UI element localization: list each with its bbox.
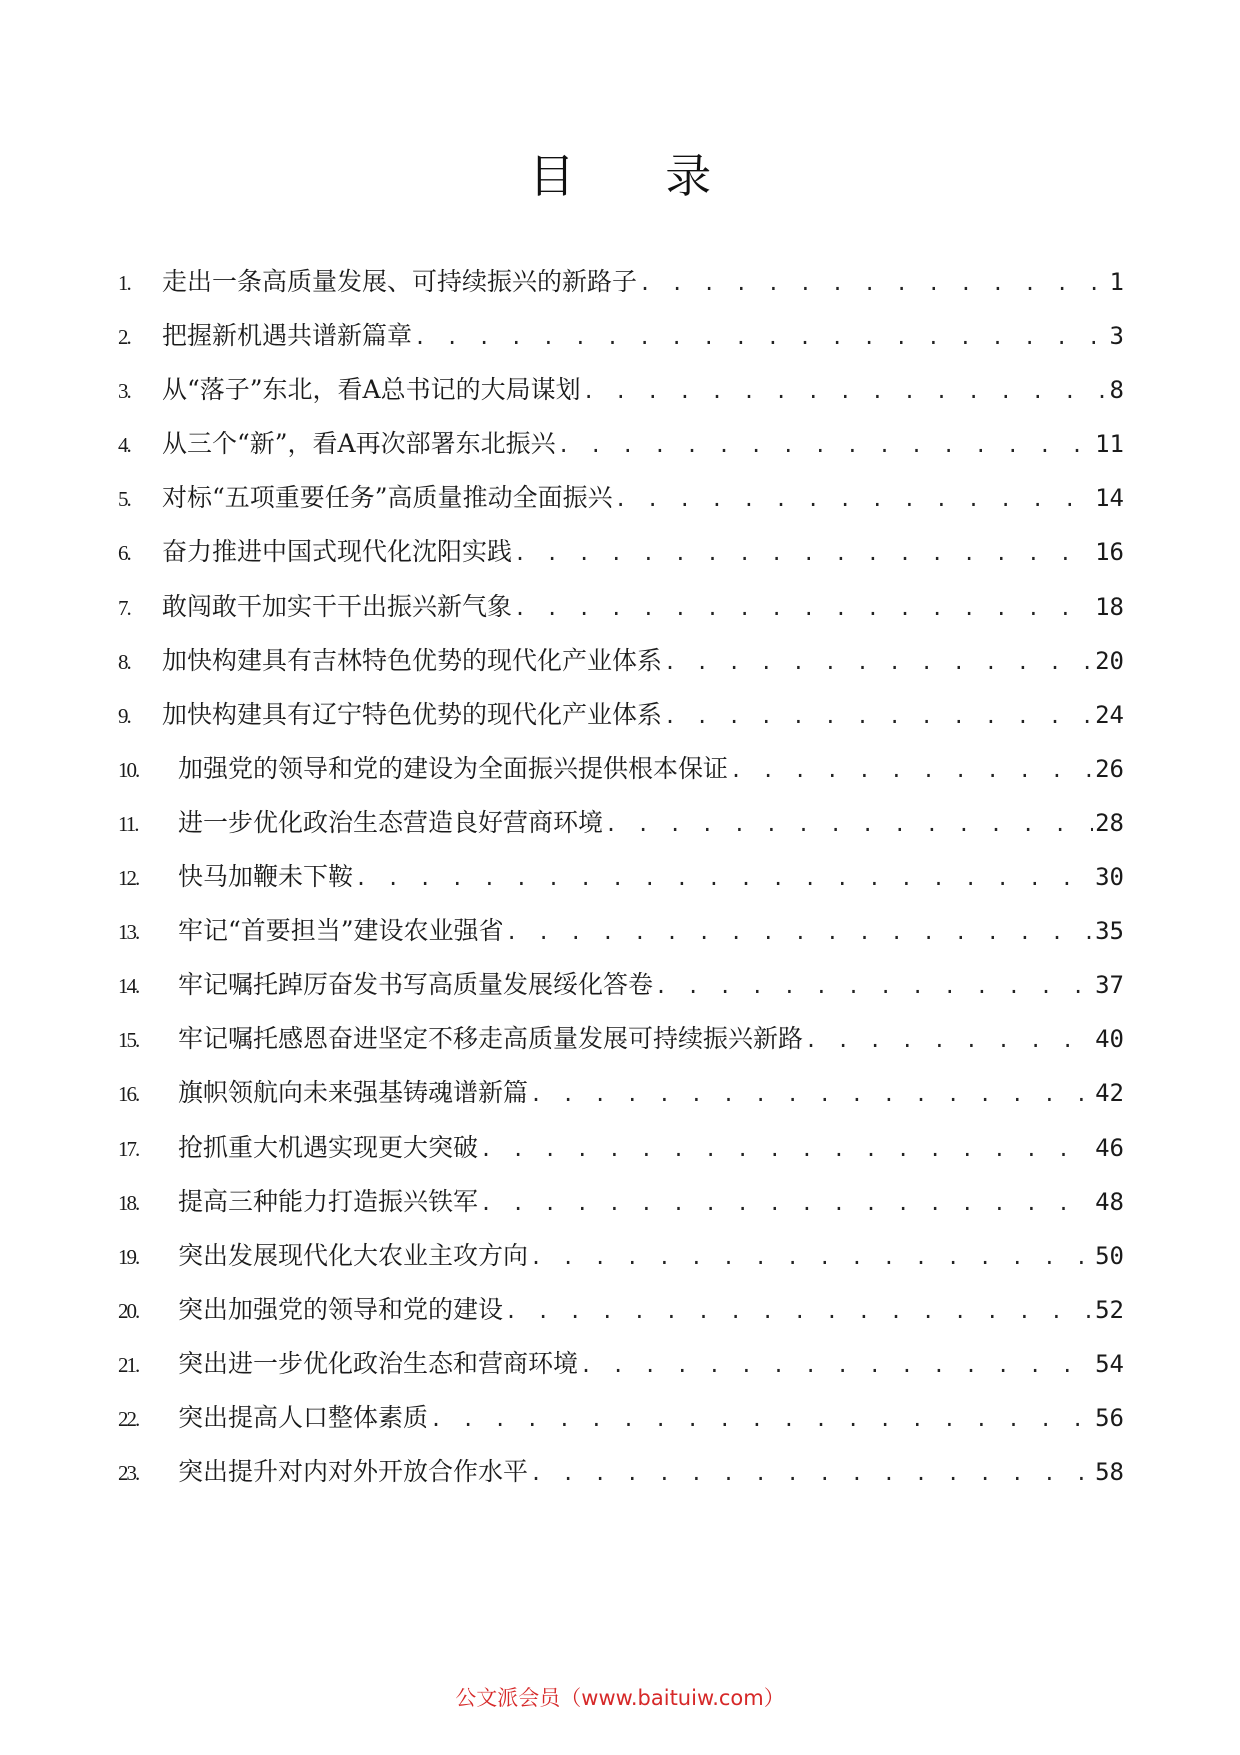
toc-entry-number: 15. — [118, 1028, 139, 1053]
toc-entry-title: 从三个“新”，看A再次部署东北振兴 — [162, 429, 556, 459]
toc-entry-9[interactable] — [118, 695, 1124, 749]
footer-watermark: 公文派会员（www.baituiw.com） — [455, 1686, 785, 1710]
dot-leader — [558, 433, 1093, 457]
dot-leader — [580, 1353, 1093, 1377]
toc-entry-page: 54 — [1095, 1349, 1124, 1378]
dot-leader — [605, 812, 1093, 836]
toc-entry-number: 1. — [118, 271, 130, 295]
toc-entry-number: 5. — [118, 487, 130, 512]
dot-leader — [480, 1191, 1093, 1215]
toc-entry-title: 突出发展现代化大农业主攻方向 — [178, 1240, 529, 1270]
dot-leader — [805, 1028, 1093, 1052]
toc-entry-title: 对标“五项重要任务”高质量推动全面振兴 — [162, 483, 613, 513]
toc-entry-title: 旗帜领航向未来强基铸魂谱新篇 — [178, 1078, 529, 1108]
toc-entry-number: 9. — [118, 703, 130, 728]
dot-leader — [514, 541, 1093, 565]
toc-entry-page: 30 — [1095, 863, 1124, 892]
toc-entry-10[interactable] — [118, 749, 1124, 803]
toc-entry-number: 13. — [118, 920, 139, 945]
dot-leader — [414, 325, 1108, 349]
toc-entry-title: 把握新机遇共谱新篇章 — [162, 321, 413, 351]
toc-entry-page: 16 — [1095, 538, 1124, 567]
toc-entry-number: 10. — [118, 757, 139, 782]
toc-entry-number: 19. — [118, 1244, 139, 1269]
dot-leader — [639, 271, 1108, 295]
toc-entry-title: 加快构建具有吉林特色优势的现代化产业体系 — [162, 645, 663, 675]
toc-entry-2[interactable] — [118, 316, 1124, 370]
toc-entry-page: 1 — [1109, 268, 1124, 296]
toc-entry-number: 21. — [118, 1352, 139, 1377]
toc-entry-title: 牢记嘱托踔厉奋发书写高质量发展绥化答卷 — [178, 970, 654, 1000]
toc-entry-page: 14 — [1095, 484, 1124, 513]
dot-leader — [506, 920, 1094, 944]
toc-entry-8[interactable] — [118, 641, 1124, 695]
toc-entry-title: 从“落子”东北，看A总书记的大局谋划 — [162, 375, 581, 405]
dot-leader — [730, 758, 1093, 782]
toc-entry-page: 48 — [1095, 1187, 1124, 1216]
table-of-contents — [118, 262, 1124, 1506]
toc-entry-page: 26 — [1095, 754, 1124, 783]
dot-leader — [514, 596, 1093, 620]
dot-leader — [530, 1082, 1093, 1106]
toc-entry-23[interactable] — [118, 1452, 1124, 1506]
toc-entry-number: 16. — [118, 1082, 139, 1107]
toc-entry-16[interactable] — [118, 1073, 1124, 1127]
toc-entry-number: 2. — [118, 325, 130, 350]
toc-entry-page: 40 — [1095, 1025, 1124, 1054]
toc-entry-title: 牢记“首要担当”建设农业强省 — [178, 916, 504, 946]
toc-entry-21[interactable] — [118, 1344, 1124, 1398]
toc-entry-page: 3 — [1109, 322, 1124, 351]
toc-entry-page: 20 — [1095, 646, 1124, 675]
toc-entry-title: 进一步优化政治生态营造良好营商环境 — [178, 807, 604, 837]
toc-entry-page: 56 — [1095, 1403, 1124, 1432]
dot-leader — [430, 1407, 1093, 1431]
toc-entry-page: 50 — [1095, 1241, 1124, 1270]
dot-leader — [583, 379, 1108, 403]
toc-entry-20[interactable] — [118, 1290, 1124, 1344]
dot-leader — [664, 650, 1093, 674]
page-title: 目 录 — [528, 149, 750, 203]
toc-entry-number: 18. — [118, 1190, 139, 1215]
toc-entry-title: 突出进一步优化政治生态和营商环境 — [178, 1348, 579, 1378]
toc-entry-11[interactable] — [118, 803, 1124, 857]
dot-leader — [480, 1137, 1093, 1161]
toc-entry-page: 24 — [1095, 700, 1124, 729]
toc-entry-title: 提高三种能力打造振兴铁军 — [178, 1186, 479, 1216]
dot-leader — [355, 866, 1093, 890]
dot-leader — [505, 1299, 1093, 1323]
toc-entry-18[interactable] — [118, 1182, 1124, 1236]
toc-entry-title: 快马加鞭未下鞍 — [178, 862, 354, 892]
toc-entry-17[interactable] — [118, 1128, 1124, 1182]
dot-leader — [655, 974, 1093, 998]
toc-entry-number: 14. — [118, 974, 139, 999]
toc-entry-title: 奋力推进中国式现代化沈阳实践 — [162, 537, 513, 567]
toc-entry-15[interactable] — [118, 1019, 1124, 1073]
toc-entry-title: 加强党的领导和党的建设为全面振兴提供根本保证 — [178, 753, 729, 783]
toc-entry-7[interactable] — [118, 587, 1124, 641]
toc-entry-title: 牢记嘱托感恩奋进坚定不移走高质量发展可持续振兴新路 — [178, 1024, 804, 1054]
toc-entry-page: 58 — [1095, 1458, 1124, 1487]
toc-entry-12[interactable] — [118, 857, 1124, 911]
dot-leader — [530, 1245, 1093, 1269]
toc-entry-13[interactable] — [118, 911, 1124, 965]
toc-entry-title: 抢抓重大机遇实现更大突破 — [178, 1132, 479, 1162]
toc-entry-page: 11 — [1095, 430, 1124, 459]
toc-entry-title: 走出一条高质量发展、可持续振兴的新路子 — [162, 267, 638, 296]
toc-entry-5[interactable] — [118, 478, 1124, 532]
toc-entry-title: 突出加强党的领导和党的建设 — [178, 1294, 504, 1324]
toc-entry-number: 7. — [118, 595, 130, 620]
toc-entry-number: 22. — [118, 1406, 139, 1431]
toc-entry-title: 突出提升对内对外开放合作水平 — [178, 1457, 529, 1487]
toc-entry-1[interactable] — [118, 262, 1124, 316]
toc-entry-title: 敢闯敢干加实干干出振兴新气象 — [162, 591, 513, 621]
toc-entry-title: 突出提高人口整体素质 — [178, 1402, 429, 1432]
toc-entry-3[interactable] — [118, 370, 1124, 424]
toc-entry-page: 46 — [1095, 1133, 1124, 1162]
toc-entry-22[interactable] — [118, 1398, 1124, 1452]
dot-leader — [530, 1461, 1093, 1485]
toc-entry-number: 6. — [118, 541, 130, 566]
toc-entry-number: 23. — [118, 1461, 139, 1486]
toc-entry-number: 8. — [118, 649, 130, 674]
toc-entry-page: 52 — [1095, 1295, 1124, 1324]
toc-entry-number: 20. — [118, 1298, 139, 1323]
dot-leader — [615, 487, 1094, 511]
toc-entry-number: 17. — [118, 1136, 139, 1161]
toc-entry-14[interactable] — [118, 965, 1124, 1019]
toc-entry-19[interactable] — [118, 1236, 1124, 1290]
toc-entry-page: 18 — [1095, 592, 1124, 621]
toc-entry-page: 37 — [1095, 971, 1124, 1000]
toc-entry-title: 加快构建具有辽宁特色优势的现代化产业体系 — [162, 699, 663, 729]
toc-entry-4[interactable] — [118, 424, 1124, 478]
toc-entry-page: 28 — [1095, 808, 1124, 837]
toc-entry-number: 11. — [118, 811, 138, 836]
toc-entry-page: 35 — [1095, 917, 1124, 946]
toc-entry-page: 8 — [1109, 376, 1124, 405]
toc-entry-number: 3. — [118, 379, 130, 404]
toc-entry-6[interactable] — [118, 532, 1124, 586]
dot-leader — [664, 704, 1093, 728]
toc-entry-number: 12. — [118, 866, 139, 891]
toc-entry-page: 42 — [1095, 1079, 1124, 1108]
toc-entry-number: 4. — [118, 433, 130, 458]
